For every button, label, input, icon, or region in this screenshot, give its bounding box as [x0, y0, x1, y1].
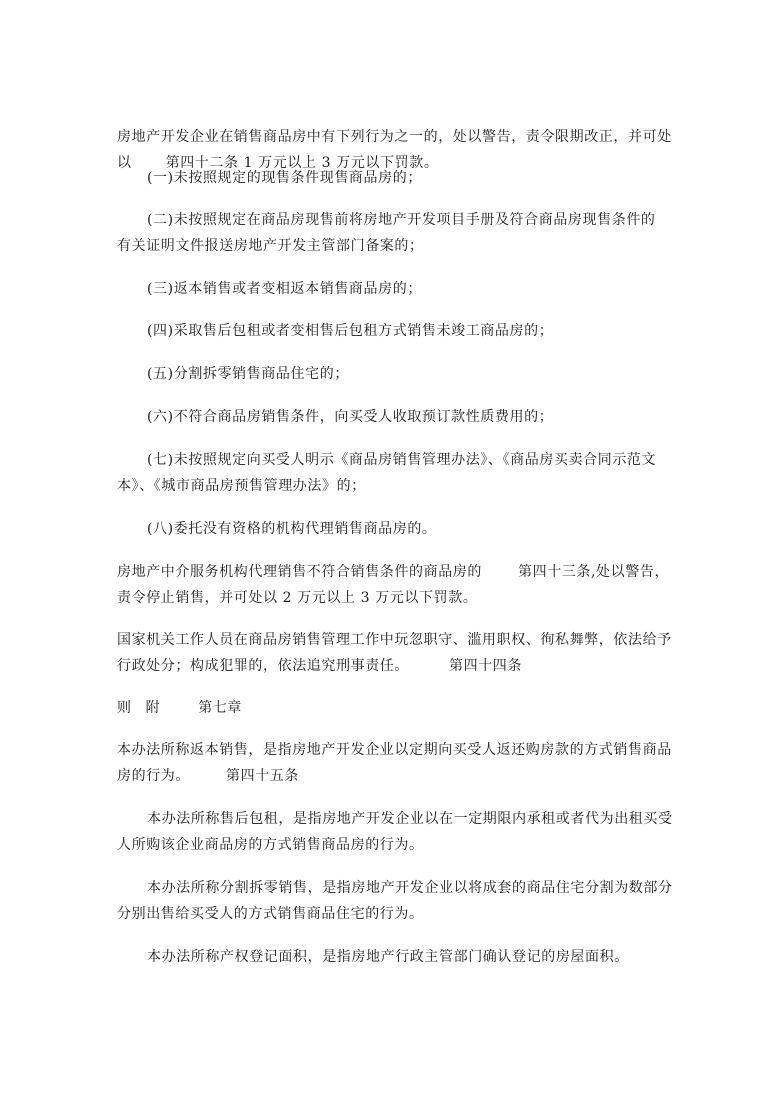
chapter-heading-c: 第七章 — [198, 700, 243, 716]
list-item-3-text: (三)返本销售或者变相返本销售商品房的； — [147, 281, 422, 297]
article-44-line-1: 国家机关工作人员在商品房销售管理工作中玩忽职守、滥用职权、徇私舞弊，依法给予 — [117, 632, 672, 648]
article-44-paragraph — [117, 627, 672, 679]
definition-split-sale-line-1: 本办法所称分割拆零销售，是指房地产开发企业以将成套的商品住宅分割为数部分 — [147, 880, 673, 896]
article-43-line-2: 责令停止销售，并可处以 2 万元以上 3 万元以下罚款。 — [117, 590, 478, 606]
article-44-line-2a: 行政处分；构成犯罪的，依法追究刑事责任。 — [117, 658, 409, 674]
list-item-8 — [147, 516, 687, 542]
list-item-2-line-2: 有关证明文件报送房地产开发主管部门备案的； — [117, 238, 424, 254]
definition-registered-area-text: 本办法所称产权登记面积，是指房地产行政主管部门确认登记的房屋面积。 — [147, 949, 629, 965]
article-44-line-2b: 第四十四条 — [449, 658, 522, 674]
article-45-paragraph — [117, 737, 672, 789]
list-item-1 — [147, 165, 687, 191]
list-item-5 — [147, 361, 687, 387]
definition-leaseback-line-2: 人所购该企业商品房的方式销售商品房的行为。 — [117, 837, 424, 853]
list-item-6 — [147, 404, 687, 430]
chapter-heading-b: 附 — [145, 700, 161, 716]
list-item-7-line-1: (七)未按照规定向买受人明示《商品房销售管理办法》、《商品房买卖合同示范文 — [147, 452, 657, 468]
article-45-line-2b: 第四十五条 — [226, 768, 299, 784]
definition-split-sale — [117, 875, 673, 927]
list-item-7 — [117, 447, 657, 499]
article-43-line-1a: 房地产中介服务机构代理销售不符合销售条件的商品房的 — [117, 564, 482, 580]
list-item-4 — [147, 318, 687, 344]
list-item-7-line-2: 本》、《城市商品房预售管理办法》的； — [117, 478, 366, 494]
chapter-heading — [117, 695, 657, 721]
list-item-5-text: (五)分割拆零销售商品住宅的； — [147, 366, 349, 382]
article-42-line-2a: 以 — [117, 155, 132, 171]
article-45-line-2a: 房的行为。 — [117, 768, 190, 784]
list-item-8-text: (八)委托没有资格的机构代理销售商品房的。 — [147, 521, 437, 537]
article-45-line-2 — [117, 763, 657, 789]
definition-registered-area — [147, 944, 687, 970]
list-item-4-text: (四)采取售后包租或者变相售后包租方式销售未竣工商品房的； — [147, 323, 554, 339]
article-42-line-1: 房地产开发企业在销售商品房中有下列行为之一的，处以警告，责令限期改正，并可处 — [117, 129, 672, 145]
list-item-3 — [147, 276, 687, 302]
article-43-line-1b: 第四十三条,处以警告， — [518, 564, 670, 580]
article-42-line-2b: 第四十二条 1 万元以上 3 万元以下罚款。 — [165, 155, 439, 171]
chapter-heading-line — [117, 695, 657, 721]
chapter-heading-a: 则 — [117, 700, 132, 716]
list-item-6-text: (六)不符合商品房销售条件，向买受人收取预订款性质费用的； — [147, 409, 554, 425]
list-item-1-text: (一)未按照规定的现售条件现售商品房的； — [147, 170, 422, 186]
definition-leaseback — [117, 806, 673, 858]
article-45-line-1: 本办法所称返本销售，是指房地产开发企业以定期向买受人返还购房款的方式销售商品 — [117, 742, 672, 758]
list-item-2 — [117, 207, 657, 259]
definition-split-sale-line-2: 分别出售给买受人的方式销售商品住宅的行为。 — [117, 906, 424, 922]
list-item-2-line-1: (二)未按照规定在商品房现售前将房地产开发项目手册及符合商品房现售条件的 — [147, 212, 656, 228]
article-43-line-1 — [117, 559, 670, 585]
article-44-line-2 — [117, 653, 657, 679]
article-43-paragraph — [117, 559, 670, 611]
definition-leaseback-line-1: 本办法所称售后包租，是指房地产开发企业以在一定期限内承租或者代为出租买受 — [147, 811, 673, 827]
